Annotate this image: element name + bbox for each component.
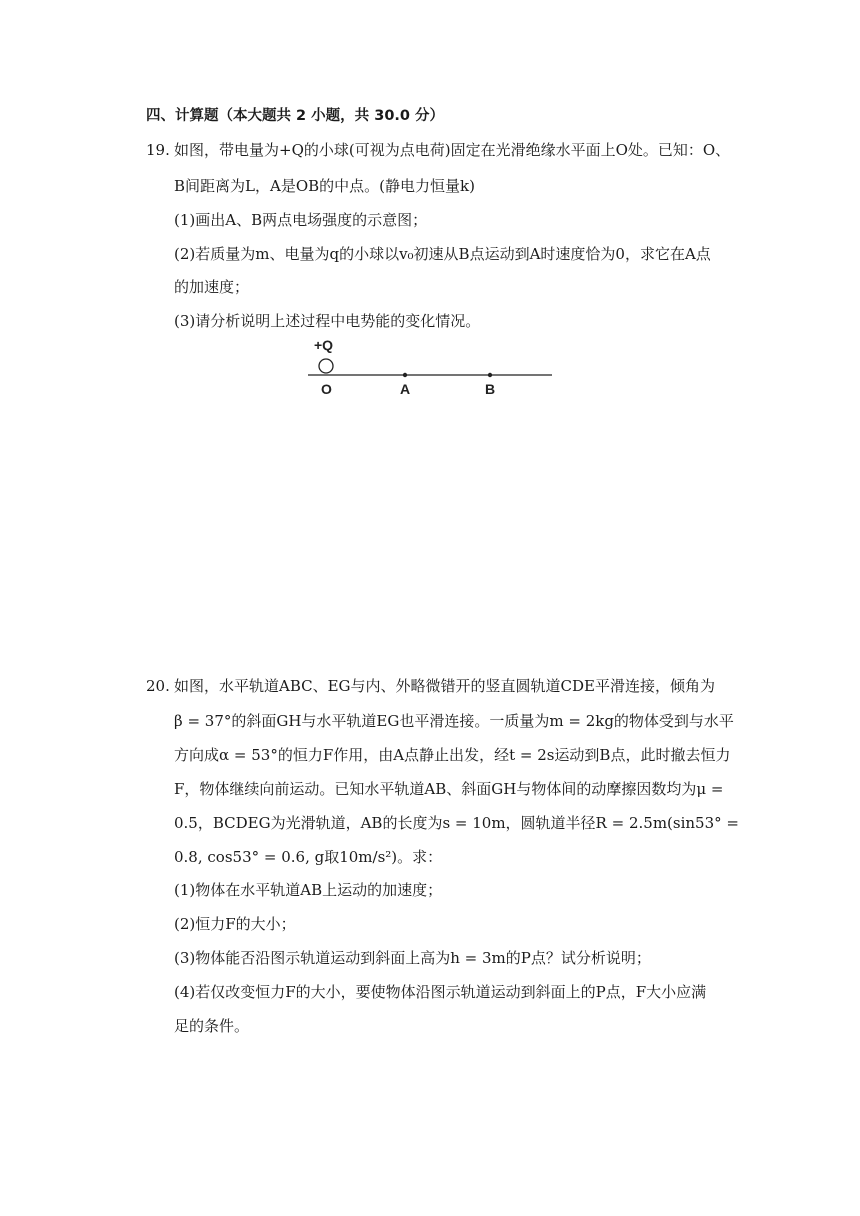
question-19-part-3: (3)请分析说明上述过程中电势能的变化情况。 (174, 312, 481, 330)
section-header: 四、计算题（本大题共 2 小题，共 30.0 分） (146, 108, 445, 124)
question-20-part-2: (2)恒力F的大小； (174, 915, 296, 933)
question-20-part-1: (1)物体在水平轨道AB上运动的加速度； (174, 881, 443, 899)
charge-ball (319, 359, 333, 373)
point-b-dot (488, 373, 492, 377)
label-a: A (400, 381, 411, 397)
question-19-number: 19. (146, 141, 170, 159)
question-20-number: 20. (146, 677, 170, 695)
question-20-line-1: 如图，水平轨道ABC、EG与内、外略微错开的竖直圆轨道CDE平滑连接，倾角为 (174, 677, 715, 695)
question-20-line-6: 0.8, cos53° = 0.6, g取10m/s²)。求： (174, 848, 443, 866)
question-20-part-4: (4)若仅改变恒力F的大小，要使物体沿图示轨道运动到斜面上的P点，F大小应满 (174, 983, 707, 1001)
question-20-line-3: 方向成α = 53°的恒力F作用，由A点静止出发，经t = 2s运动到B点，此时撤去恒力 (174, 746, 731, 764)
question-19-part-1: (1)画出A、B两点电场强度的示意图； (174, 211, 428, 229)
point-a-dot (403, 373, 407, 377)
charge-label: +Q (314, 337, 334, 353)
label-b: B (485, 381, 496, 397)
question-19-part-2-cont: 的加速度； (174, 278, 250, 296)
question-20-part-4-cont: 足的条件。 (174, 1017, 250, 1035)
question-19-figure (300, 334, 560, 400)
label-o: O (321, 381, 332, 397)
question-20-line-5: 0.5，BCDEG为光滑轨道，AB的长度为s = 10m，圆轨道半径R = 2.5m(sin53° = (174, 814, 739, 832)
question-19-line-2: B间距离为L，A是OB的中点。(静电力恒量k) (174, 177, 475, 195)
question-19-line-1: 如图，带电量为+Q的小球(可视为点电荷)固定在光滑绝缘水平面上O处。已知：O、 (174, 141, 731, 159)
question-19-part-2: (2)若质量为m、电量为q的小球以v₀初速从B点运动到A时速度恰为0，求它在A点 (174, 245, 711, 263)
question-20-part-3: (3)物体能否沿图示轨道运动到斜面上高为h = 3m的P点？试分析说明； (174, 949, 651, 967)
question-20-line-2: β = 37°的斜面GH与水平轨道EG也平滑连接。一质量为m = 2kg的物体受到与水平 (174, 712, 734, 730)
question-20-line-4: F，物体继续向前运动。已知水平轨道AB、斜面GH与物体间的动摩擦因数均为μ = (174, 780, 724, 798)
